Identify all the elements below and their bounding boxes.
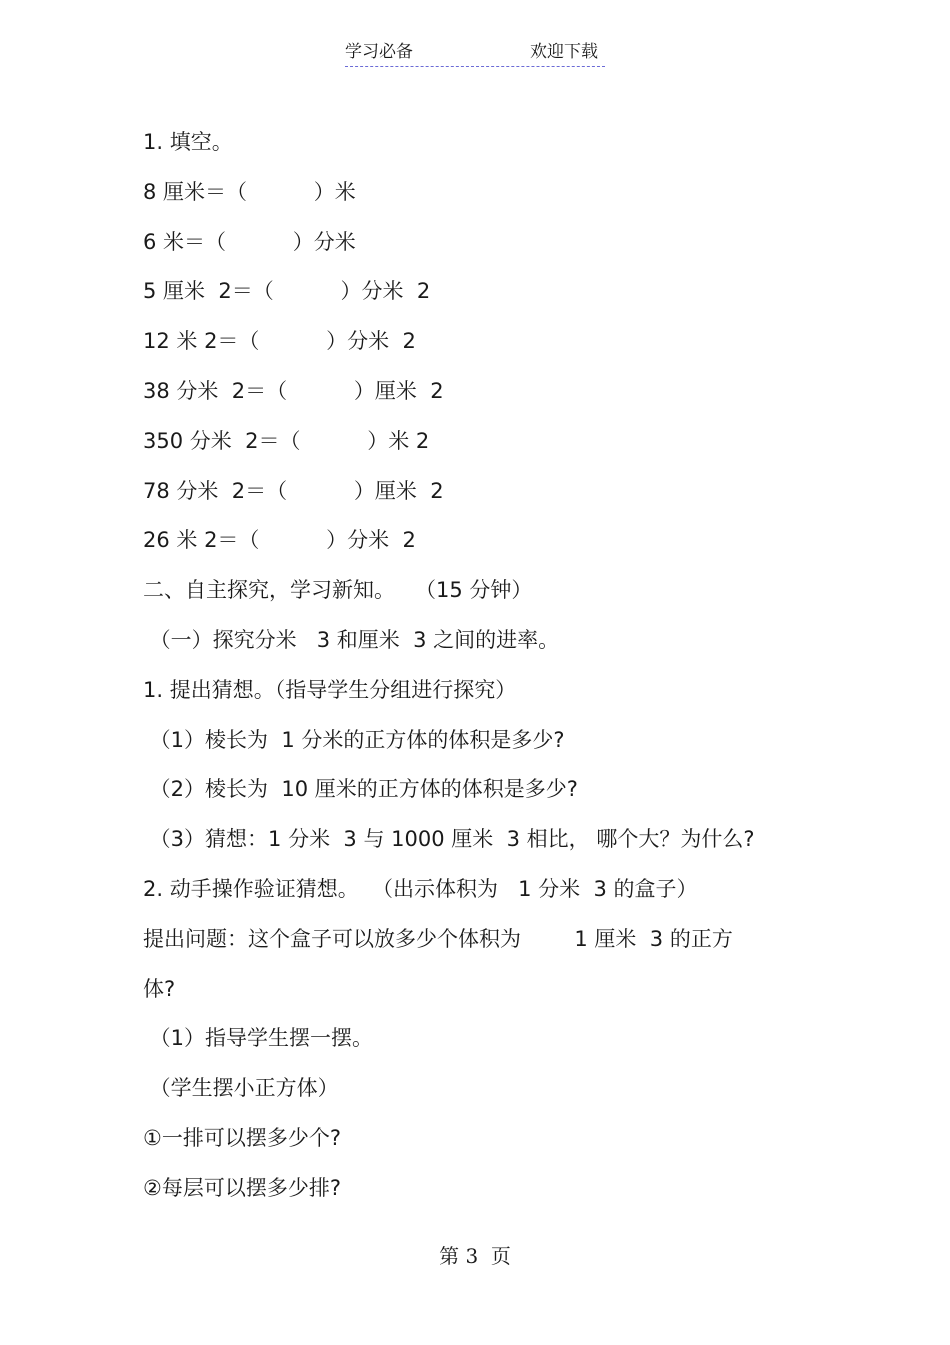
text-line: 1. 提出猜想。（指导学生分组进行探究） — [143, 677, 517, 702]
text-line: 2. 动手操作验证猜想。 （出示体积为 1 分米 3 的盒子） — [143, 876, 698, 901]
page-number: 第 3 页 — [439, 1244, 511, 1268]
text-line: 1. 填空。 — [143, 130, 233, 154]
text-line: 12 米 2＝（ ）分米 2 — [143, 329, 416, 354]
text-line: ①一排可以摆多少个? — [143, 1125, 341, 1150]
text-line: 5 厘米 2＝（ ）分米 2 — [143, 279, 431, 304]
text-line: （1）指导学生摆一摆。 — [143, 1026, 374, 1051]
text-line: 6 米＝（ ）分米 — [143, 229, 356, 254]
text-line: （3）猜想：1 分米 3 与 1000 厘米 3 相比， 哪个大？为什么? — [143, 827, 755, 852]
text-line: 26 米 2＝（ ）分米 2 — [143, 528, 416, 553]
text-line: 提出问题：这个盒子可以放多少个体积为 1 厘米 3 的正方 — [143, 926, 733, 951]
text-line: ②每层可以摆多少排? — [143, 1175, 341, 1200]
text-line: 38 分米 2＝（ ）厘米 2 — [143, 378, 444, 403]
text-line: 78 分米 2＝（ ）厘米 2 — [143, 478, 444, 503]
page-header — [345, 40, 605, 67]
header-right-text: 欢迎下载 — [530, 42, 598, 62]
document-body — [143, 124, 803, 1220]
text-line: （学生摆小正方体） — [143, 1076, 339, 1101]
section-heading: 二、自主探究，学习新知。 （15 分钟） — [143, 578, 533, 603]
text-line: （1）棱长为 1 分米的正方体的体积是多少? — [143, 727, 565, 752]
text-line: （2）棱长为 10 厘米的正方体的体积是多少? — [143, 777, 578, 802]
subsection-heading: （一）探究分米 3 和厘米 3 之间的进率。 — [143, 627, 560, 652]
text-line: 体? — [143, 976, 176, 1001]
header-left-text: 学习必备 — [345, 42, 413, 62]
text-line: 350 分米 2＝（ ）米 2 — [143, 428, 430, 453]
text-line: 8 厘米＝（ ）米 — [143, 179, 356, 204]
